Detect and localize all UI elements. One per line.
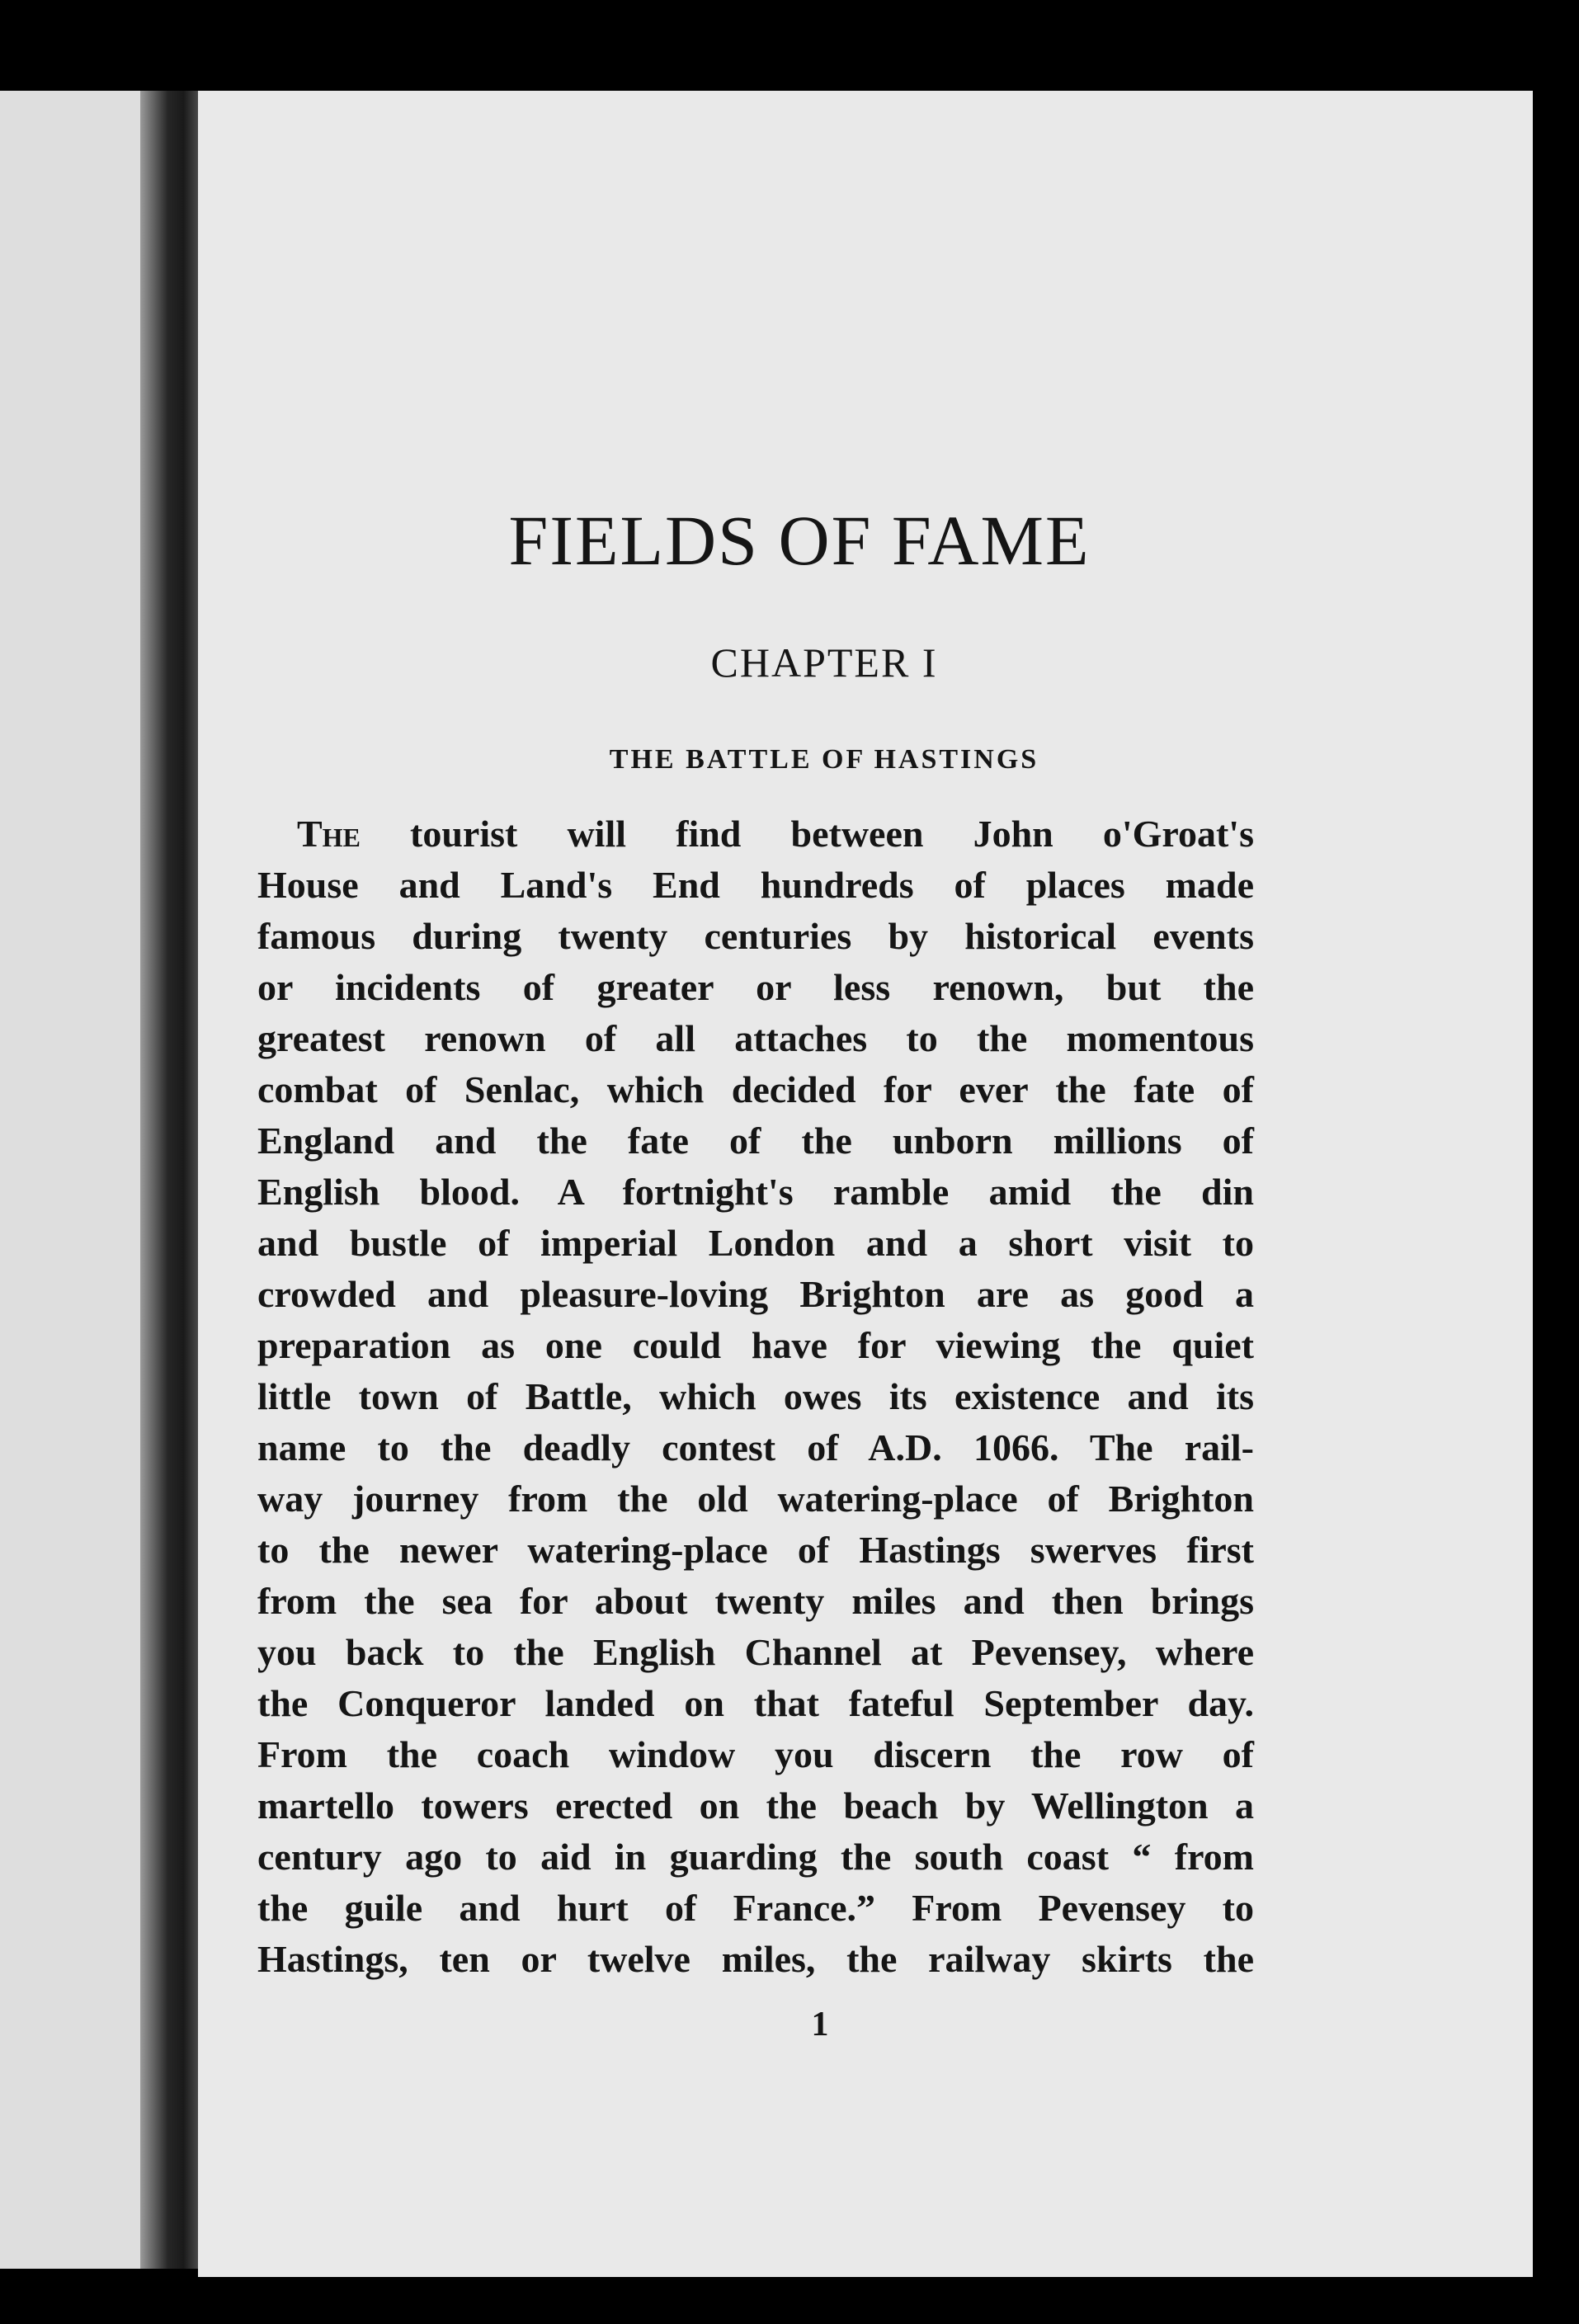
book-title: FIELDS OF FAME bbox=[508, 501, 1091, 580]
text-line: From the coach window you discern the row of bbox=[257, 1733, 1254, 1775]
text-line: Hastings, ten or twelve miles, the railway skirts the bbox=[257, 1938, 1254, 1980]
chapter-heading: CHAPTER I bbox=[710, 639, 938, 686]
text-line: from the sea for about twenty miles and then brings bbox=[257, 1580, 1254, 1622]
text-line: and bustle of imperial London and a short visit to bbox=[257, 1222, 1254, 1264]
text-line: century ago to aid in guarding the south coast “ from bbox=[257, 1836, 1254, 1878]
page-number: 1 bbox=[811, 2006, 829, 2044]
text-line: House and Land's End hundreds of places made bbox=[257, 864, 1254, 906]
text-line: martello towers erected on the beach by Wellington a bbox=[257, 1784, 1254, 1827]
drop-word: The bbox=[297, 813, 361, 855]
text-line: greatest renown of all attaches to the momentous bbox=[257, 1017, 1254, 1059]
text-line: or incidents of greater or less renown, but the bbox=[257, 966, 1254, 1008]
text-line: the guile and hurt of France.” From Pevensey to bbox=[257, 1887, 1254, 1929]
book-gutter-shadow bbox=[140, 91, 202, 2269]
text-line: little town of Battle, which owes its existence and its bbox=[257, 1375, 1254, 1417]
text-line: to the newer watering-place of Hastings swerves first bbox=[257, 1529, 1254, 1571]
first-line-text: tourist will find between John o'Groat's bbox=[360, 813, 1254, 855]
text-line: you back to the English Channel at Pevensey, where bbox=[257, 1631, 1254, 1673]
text-line: preparation as one could have for viewing the quiet bbox=[257, 1324, 1254, 1366]
text-line: way journey from the old watering-place of Brighton bbox=[257, 1478, 1254, 1520]
book-page bbox=[198, 91, 1533, 2277]
section-heading: THE BATTLE OF HASTINGS bbox=[609, 744, 1039, 775]
text-line: crowded and pleasure-loving Brighton are as good a bbox=[257, 1273, 1254, 1315]
text-line: name to the deadly contest of A.D. 1066. The rail- bbox=[257, 1426, 1254, 1468]
text-line bbox=[257, 808, 1254, 860]
text-line: English blood. A fortnight's ramble amid the din bbox=[257, 1171, 1254, 1213]
text-line: England and the fate of the unborn millions of bbox=[257, 1120, 1254, 1162]
text-line: famous during twenty centuries by historical events bbox=[257, 915, 1254, 957]
text-line: the Conqueror landed on that fateful September day. bbox=[257, 1682, 1254, 1724]
body-text bbox=[257, 808, 1254, 1985]
text-line: combat of Senlac, which decided for ever the fate of bbox=[257, 1068, 1254, 1110]
